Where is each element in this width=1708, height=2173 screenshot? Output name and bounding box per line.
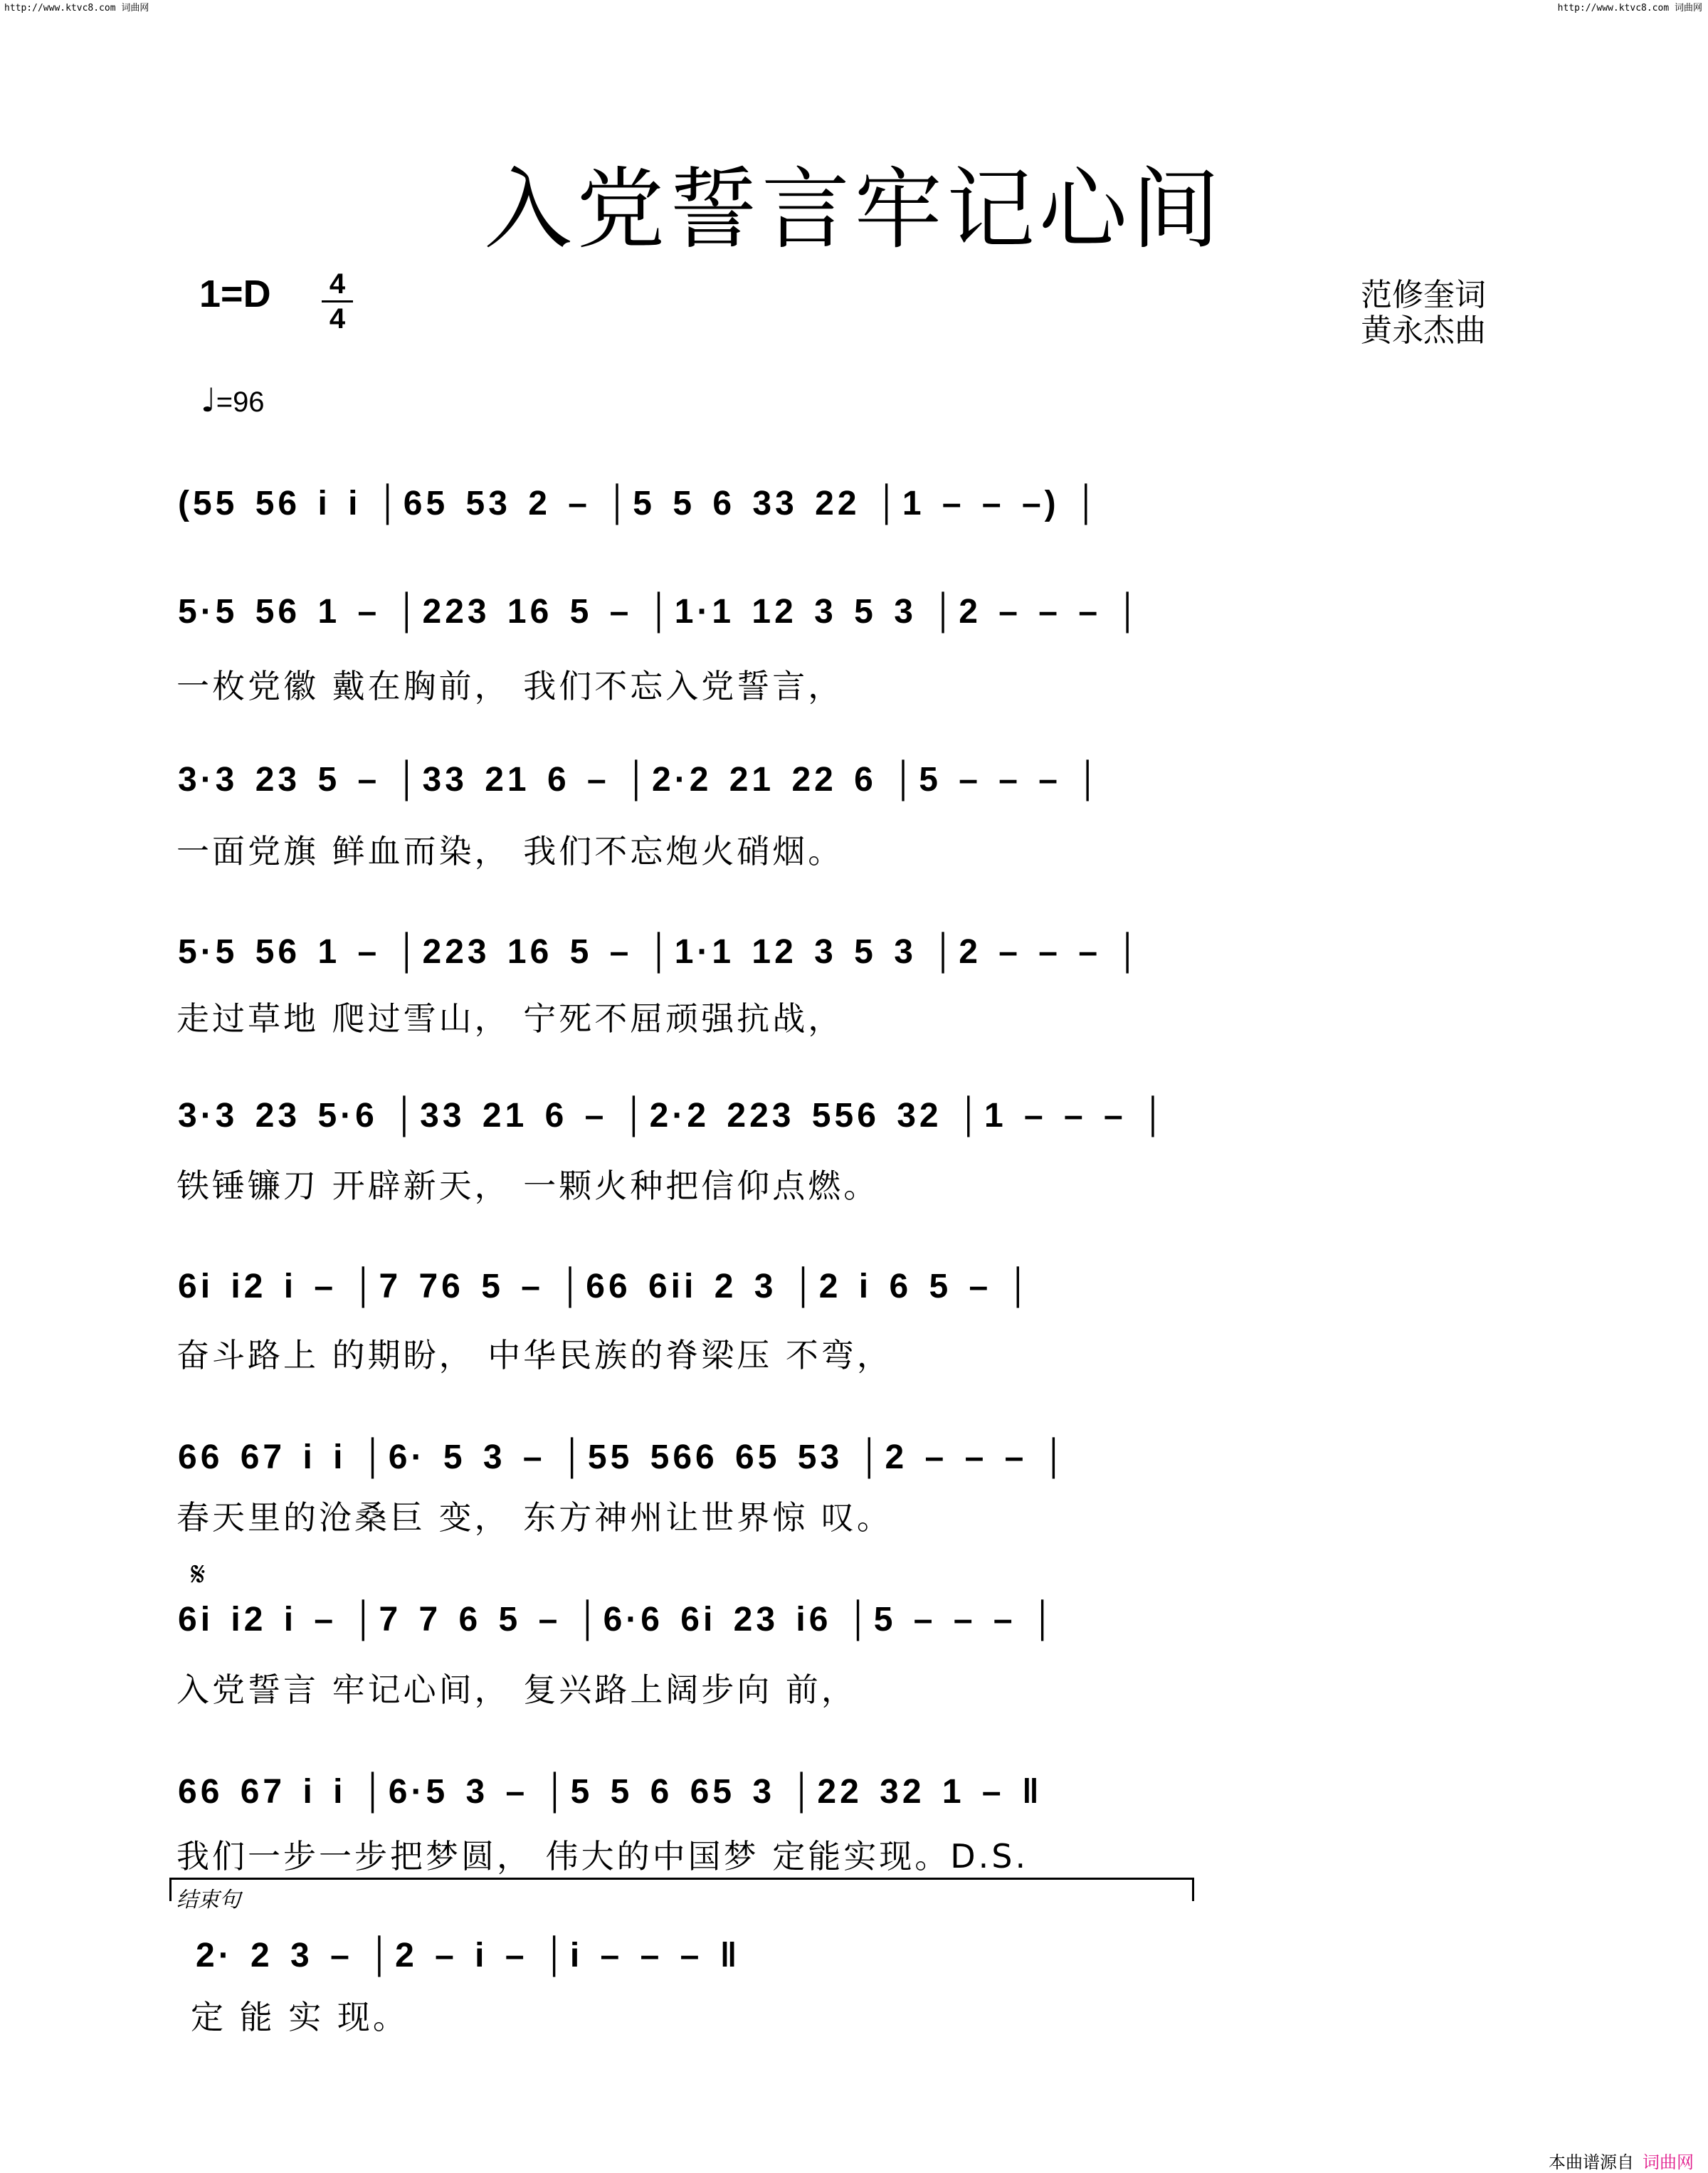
notation-row-ending: 2· 2 3 – │2 – i – │i – – – ‖ [196, 1937, 741, 1974]
key-signature: 1=D [199, 273, 271, 315]
credits [1361, 278, 1486, 349]
tempo-marking [201, 381, 265, 419]
lyric-row-7: 入党誓言 牢记心间， 复兴路上阔步向 前， [176, 1670, 857, 1709]
lyric-row-5: 奋斗路上 的期盼， 中华民族的脊梁压 不弯， [176, 1336, 892, 1374]
lyric-row-2: 一面党旗 鲜血而染， 我们不忘炮火硝烟。 [176, 832, 844, 870]
lyric-row-1: 一枚党徽 戴在胸前， 我们不忘入党誓言， [176, 667, 844, 705]
notation-row-intro: (55 56 i i │65 53 2 – │5 5 6 33 22 │1 – – –) │ [178, 485, 1102, 522]
footer-brand[interactable]: 词曲网 [1643, 2152, 1694, 2172]
watermark-right: http://www.ktvc8.com 词曲网 [1557, 3, 1702, 14]
lyric-row-4: 铁锤镰刀 开辟新天， 一颗火种把信仰点燃。 [176, 1167, 880, 1205]
segno-sign: 𝄋 [191, 1554, 206, 1594]
watermark-left: http://www.ktvc8.com 词曲网 [4, 3, 149, 14]
lyric-row-6: 春天里的沧桑巨 变， 东方神州让世界惊 叹。 [176, 1498, 892, 1537]
lyricist-credit: 范修奎词 [1361, 277, 1486, 313]
ending-label: 结束句 [176, 1888, 241, 1912]
tempo-value: =96 [216, 386, 265, 418]
quarter-note-icon: ♩ [201, 381, 216, 419]
notation-row-3: 5·5 56 1 – │223 16 5 – │1·1 12 3 5 3 │2 – – – │ [178, 933, 1144, 971]
notation-row-2: 3·3 23 5 – │33 21 6 – │2·2 21 22 6 │5 – – – │ [178, 761, 1104, 799]
song-title: 入党誓言牢记心间 [483, 159, 1224, 261]
notation-row-6: 66 67 i i │6· 5 3 – │55 566 65 53 │2 – – – │ [178, 1438, 1070, 1476]
time-signature [322, 269, 353, 334]
notation-row-5: 6i i2 i – │7 76 5 – │66 6ii 2 3 │2 i 6 5 – │ [178, 1268, 1034, 1305]
lyric-row-8: 我们一步一步把梦圆， 伟大的中国梦 定能实现。D.S. [176, 1837, 1029, 1875]
meter-top: 4 [329, 268, 346, 300]
notation-row-7: 6i i2 i – │7 7 6 5 – │6·6 6i 23 i6 │5 – – – │ [178, 1601, 1058, 1638]
composer-credit: 黄永杰曲 [1361, 312, 1486, 349]
notation-row-4: 3·3 23 5·6 │33 21 6 – │2·2 223 556 32 │1 – – – │ [178, 1097, 1169, 1135]
ending-bracket [169, 1878, 1194, 1901]
notation-row-1: 5·5 56 1 – │223 16 5 – │1·1 12 3 5 3 │2 – – – │ [178, 593, 1144, 631]
lyric-row-3: 走过草地 爬过雪山， 宁死不屈顽强抗战， [176, 999, 844, 1038]
meter-divider [322, 300, 353, 302]
footer-text: 本曲谱源自 [1549, 2152, 1634, 2172]
meter-bottom: 4 [329, 303, 346, 335]
notation-row-8: 66 67 i i │6·5 3 – │5 5 6 65 3 │22 32 1 – ‖ [178, 1773, 1043, 1811]
lyric-row-ending: 定 能 实 现。 [191, 1998, 408, 2036]
